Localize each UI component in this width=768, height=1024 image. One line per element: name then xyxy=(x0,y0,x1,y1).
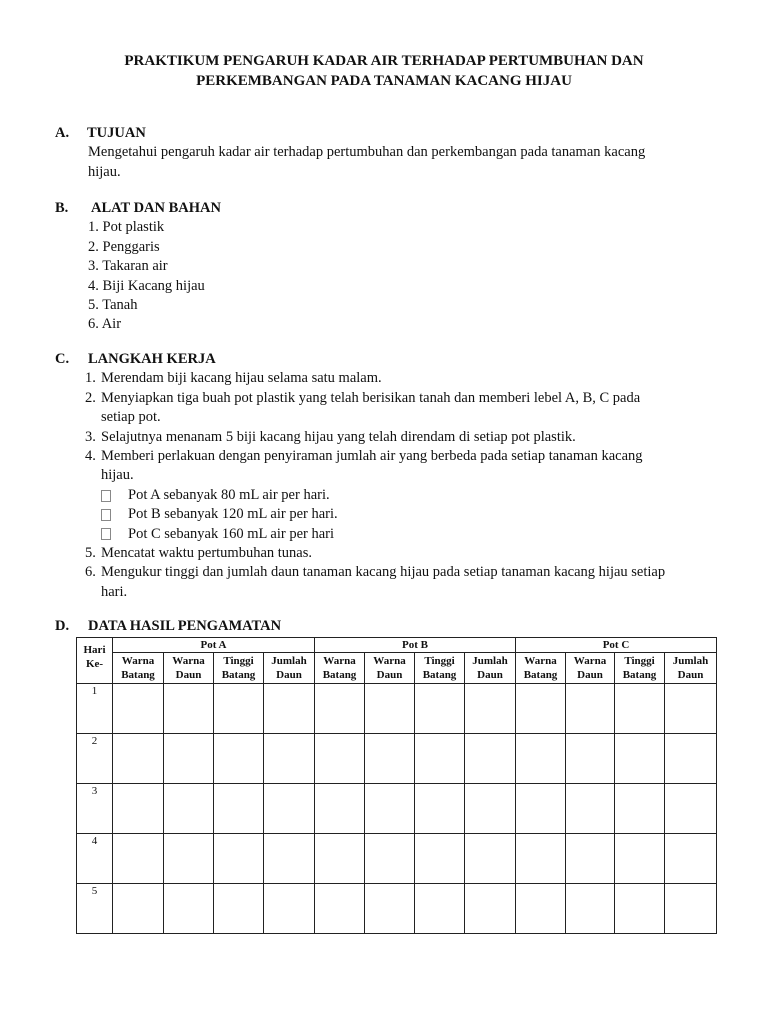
table-cell[interactable] xyxy=(315,734,365,784)
table-cell[interactable] xyxy=(113,684,164,734)
table-cell[interactable] xyxy=(214,734,264,784)
list-item: 4. Biji Kacang hijau xyxy=(88,277,205,294)
table-cell[interactable] xyxy=(315,784,365,834)
sub-bullet-pot-c: Pot C sebanyak 160 mL air per hari xyxy=(55,525,715,544)
header-warna-daun: Warna Daun xyxy=(365,653,415,684)
table-cell[interactable] xyxy=(615,884,665,934)
header-jumlah-daun: Jumlah Daun xyxy=(665,653,717,684)
day-number: 2 xyxy=(77,734,113,784)
table-cell[interactable] xyxy=(365,884,415,934)
table-cell[interactable] xyxy=(415,784,465,834)
table-cell[interactable] xyxy=(214,784,264,834)
table-cell[interactable] xyxy=(516,784,566,834)
section-alat-bahan xyxy=(55,199,221,335)
checkbox-bullet-icon xyxy=(101,490,111,502)
section-heading: A. TUJUAN xyxy=(55,125,146,141)
table-row xyxy=(77,884,717,934)
table-cell[interactable] xyxy=(665,734,717,784)
table-cell[interactable] xyxy=(164,834,214,884)
table-cell[interactable] xyxy=(465,834,516,884)
table-cell[interactable] xyxy=(164,684,214,734)
step-6: 6. Mengukur tinggi dan jumlah daun tanaman kacang hijau pada setiap tanaman kacang hijau setiap xyxy=(85,564,666,581)
table-cell[interactable] xyxy=(465,684,516,734)
table-cell[interactable] xyxy=(615,834,665,884)
observation-table xyxy=(76,637,717,934)
header-warna-batang: Warna Batang xyxy=(113,653,164,684)
table-cell[interactable] xyxy=(665,884,717,934)
table-cell[interactable] xyxy=(415,684,465,734)
section-heading: D. DATA HASIL PENGAMATAN xyxy=(55,618,282,634)
section-data-hasil xyxy=(55,617,281,636)
table-cell[interactable] xyxy=(264,834,315,884)
day-number: 5 xyxy=(77,884,113,934)
table-row xyxy=(77,834,717,884)
table-cell[interactable] xyxy=(615,734,665,784)
header-tinggi-batang: Tinggi Batang xyxy=(415,653,465,684)
table-cell[interactable] xyxy=(566,784,615,834)
table-row xyxy=(77,734,717,784)
header-pot-a: Pot A xyxy=(113,638,315,653)
table-cell[interactable] xyxy=(113,884,164,934)
table-cell[interactable] xyxy=(365,784,415,834)
header-tinggi-batang: Tinggi Batang xyxy=(615,653,665,684)
table-row xyxy=(77,784,717,834)
step-4: 4. Memberi perlakuan dengan penyiraman jumlah air yang berbeda pada setiap tanaman kacang xyxy=(85,448,643,465)
table-cell[interactable] xyxy=(264,884,315,934)
table-cell[interactable] xyxy=(214,684,264,734)
table-cell[interactable] xyxy=(415,884,465,934)
header-warna-daun: Warna Daun xyxy=(566,653,615,684)
tujuan-line-2: hijau. xyxy=(88,163,121,180)
day-number: 4 xyxy=(77,834,113,884)
table-cell[interactable] xyxy=(264,784,315,834)
table-row xyxy=(77,684,717,734)
table-cell[interactable] xyxy=(365,834,415,884)
sub-bullet-pot-a: Pot A sebanyak 80 mL air per hari. xyxy=(55,486,715,505)
table-cell[interactable] xyxy=(315,834,365,884)
table-cell[interactable] xyxy=(415,734,465,784)
table-cell[interactable] xyxy=(516,684,566,734)
table-cell[interactable] xyxy=(113,834,164,884)
table-cell[interactable] xyxy=(465,734,516,784)
table-cell[interactable] xyxy=(315,684,365,734)
table-cell[interactable] xyxy=(465,784,516,834)
table-cell[interactable] xyxy=(264,684,315,734)
table-cell[interactable] xyxy=(164,734,214,784)
list-item: 6. Air xyxy=(88,316,122,333)
table-cell[interactable] xyxy=(516,884,566,934)
table-cell[interactable] xyxy=(164,884,214,934)
table-cell[interactable] xyxy=(315,884,365,934)
table-cell[interactable] xyxy=(516,834,566,884)
list-item: 3. Takaran air xyxy=(88,258,168,275)
list-item: 1. Pot plastik xyxy=(88,219,165,236)
list-item: 2. Penggaris xyxy=(88,238,160,255)
header-pot-c: Pot C xyxy=(516,638,717,653)
header-tinggi-batang: Tinggi Batang xyxy=(214,653,264,684)
list-item: 5. Tanah xyxy=(88,297,138,314)
table-cell[interactable] xyxy=(465,884,516,934)
section-heading: B. ALAT DAN BAHAN xyxy=(55,200,221,216)
header-warna-batang: Warna Batang xyxy=(516,653,566,684)
document-title xyxy=(0,51,768,91)
table-cell[interactable] xyxy=(615,684,665,734)
step-5: 5. Mencatat waktu pertumbuhan tunas. xyxy=(85,545,312,562)
header-jumlah-daun: Jumlah Daun xyxy=(264,653,315,684)
day-number: 1 xyxy=(77,684,113,734)
table-cell[interactable] xyxy=(665,784,717,834)
table-cell[interactable] xyxy=(665,834,717,884)
step-2: 2. Menyiapkan tiga buah pot plastik yang telah berisikan tanah dan memberi lebel A, B, C pada xyxy=(85,389,641,406)
header-hari-ke: Hari Ke- xyxy=(77,638,113,684)
tujuan-line-1: Mengetahui pengaruh kadar air terhadap pertumbuhan dan perkembangan pada tanaman kacang xyxy=(88,144,646,161)
table-cell[interactable] xyxy=(566,834,615,884)
table-cell[interactable] xyxy=(566,884,615,934)
checkbox-bullet-icon xyxy=(101,528,111,540)
title-line-2: PERKEMBANGAN PADA TANAMAN KACANG HIJAU xyxy=(196,73,572,89)
table-cell[interactable] xyxy=(113,784,164,834)
table-cell[interactable] xyxy=(214,834,264,884)
section-langkah-kerja: C. LANGKAH KERJA 1. Merendam biji kacang hijau selama satu malam. 2. Menyiapkan tiga buah pot plastik yang telah berisikan tanah dan memberi lebel A, B, C pada setiap pot. 3. Selajutnya menanam 5 biji kacang hijau yang telah direndam di setiap pot plastik. 4. Memberi perlakuan dengan penyiraman jumlah air yang berbeda pada setiap tanaman kacang hijau. Pot A sebanyak 80 mL air per hari. Pot B sebanyak 120 mL air per hari. Pot C sebanyak 160 mL air per hari 5. Mencatat waktu pertumbuhan tunas. 6. Mengukur tinggi dan jumlah daun tanaman kacang hijau pada setiap tanaman kacang hijau setiap hari. xyxy=(55,350,715,602)
table-cell[interactable] xyxy=(615,784,665,834)
header-warna-daun: Warna Daun xyxy=(164,653,214,684)
table-cell[interactable] xyxy=(365,684,415,734)
header-jumlah-daun: Jumlah Daun xyxy=(465,653,516,684)
header-warna-batang: Warna Batang xyxy=(315,653,365,684)
table-cell[interactable] xyxy=(566,684,615,734)
table-cell[interactable] xyxy=(365,734,415,784)
table-cell[interactable] xyxy=(516,734,566,784)
table-cell[interactable] xyxy=(665,684,717,734)
day-number: 3 xyxy=(77,784,113,834)
table-cell[interactable] xyxy=(264,734,315,784)
checkbox-bullet-icon xyxy=(101,509,111,521)
sub-bullet-pot-b: Pot B sebanyak 120 mL air per hari. xyxy=(55,505,715,524)
table-cell[interactable] xyxy=(113,734,164,784)
step-3: 3. Selajutnya menanam 5 biji kacang hijau yang telah direndam di setiap pot plastik. xyxy=(85,428,576,445)
header-pot-b: Pot B xyxy=(315,638,516,653)
section-heading: C. LANGKAH KERJA xyxy=(55,351,216,367)
table-cell[interactable] xyxy=(566,734,615,784)
table-cell[interactable] xyxy=(214,884,264,934)
step-1: 1. Merendam biji kacang hijau selama satu malam. xyxy=(85,370,382,387)
section-tujuan xyxy=(55,124,645,182)
table-cell[interactable] xyxy=(164,784,214,834)
table-cell[interactable] xyxy=(415,834,465,884)
title-line-1: PRAKTIKUM PENGARUH KADAR AIR TERHADAP PERTUMBUHAN DAN xyxy=(124,53,644,69)
